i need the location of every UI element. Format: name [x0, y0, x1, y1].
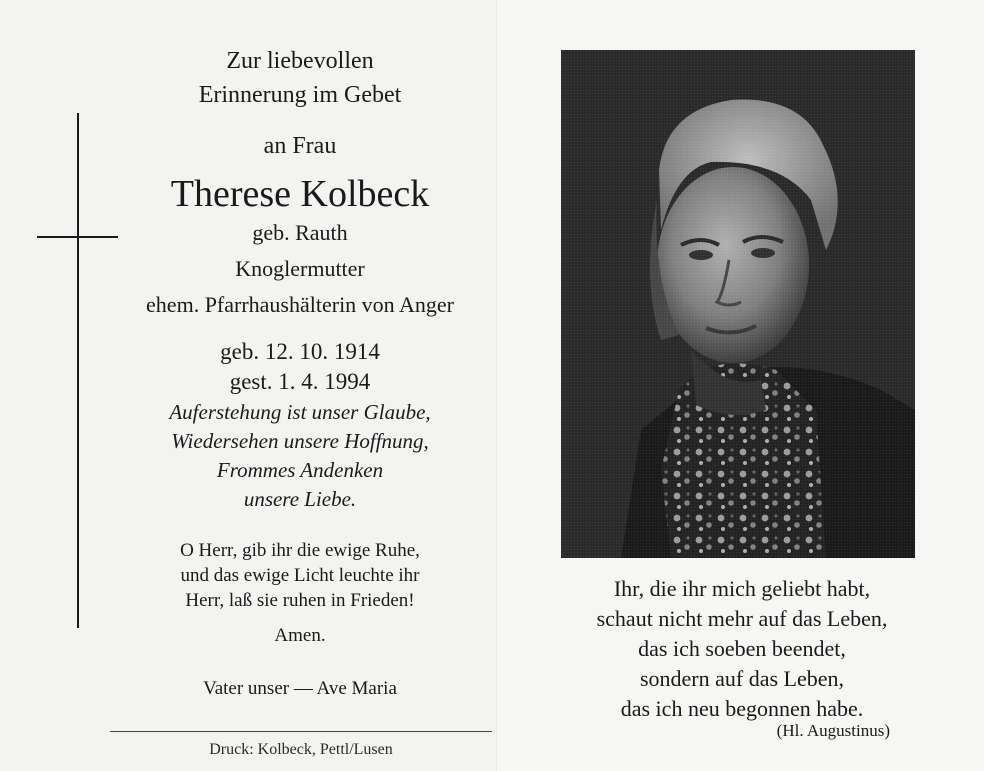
deceased-name: Therese Kolbeck: [170, 173, 430, 215]
prayer-line: O Herr, gib ihr die ewige Ruhe,: [180, 540, 420, 561]
closing-prayers: Vater unser — Ave Maria: [203, 678, 397, 699]
poem-line: das ich neu begonnen habe.: [620, 696, 864, 721]
life-dates: [105, 337, 495, 397]
nickname: Knoglermutter: [235, 256, 365, 281]
verse-line: Wiedersehen unsere Hoffnung,: [171, 429, 429, 453]
prayer: [105, 538, 495, 613]
cross-vertical-bar: [77, 113, 79, 628]
poem-line: schaut nicht mehr auf das Leben,: [596, 606, 888, 631]
portrait-illustration: [561, 50, 915, 558]
printer-imprint: Druck: Kolbeck, Pettl/Lusen: [209, 741, 393, 758]
intro-line: Zur liebevollen: [226, 48, 374, 74]
bottom-rule: [110, 731, 492, 732]
portrait-photo: [561, 50, 915, 558]
maiden-name: geb. Rauth: [252, 220, 348, 245]
verse-line: Auferstehung ist unser Glaube,: [169, 400, 431, 424]
poem-line: das ich soeben beendet,: [638, 636, 846, 661]
death-date: gest. 1. 4. 1994: [229, 369, 371, 394]
prayer-line: und das ewige Licht leuchte ihr: [180, 565, 420, 586]
verse-line: Frommes Andenken: [216, 458, 384, 482]
birth-date: geb. 12. 10. 1914: [220, 339, 380, 364]
poem-line: sondern auf das Leben,: [639, 666, 845, 691]
augustinus-poem: [500, 574, 984, 724]
prayer-line: Herr, laß sie ruhen in Frieden!: [185, 590, 415, 611]
verse-line: unsere Liebe.: [243, 487, 357, 511]
former-role: ehem. Pfarrhaushälterin von Anger: [146, 292, 454, 317]
intro-heading: [105, 44, 495, 112]
faith-verse: [105, 398, 495, 514]
an-frau-label: an Frau: [263, 133, 337, 159]
poem-attribution: (Hl. Augustinus): [776, 721, 890, 740]
amen-text: Amen.: [274, 625, 326, 646]
poem-line: Ihr, die ihr mich geliebt habt,: [613, 576, 871, 601]
printer-imprint-cut: [110, 737, 492, 771]
intro-line: Erinnerung im Gebet: [198, 82, 402, 108]
